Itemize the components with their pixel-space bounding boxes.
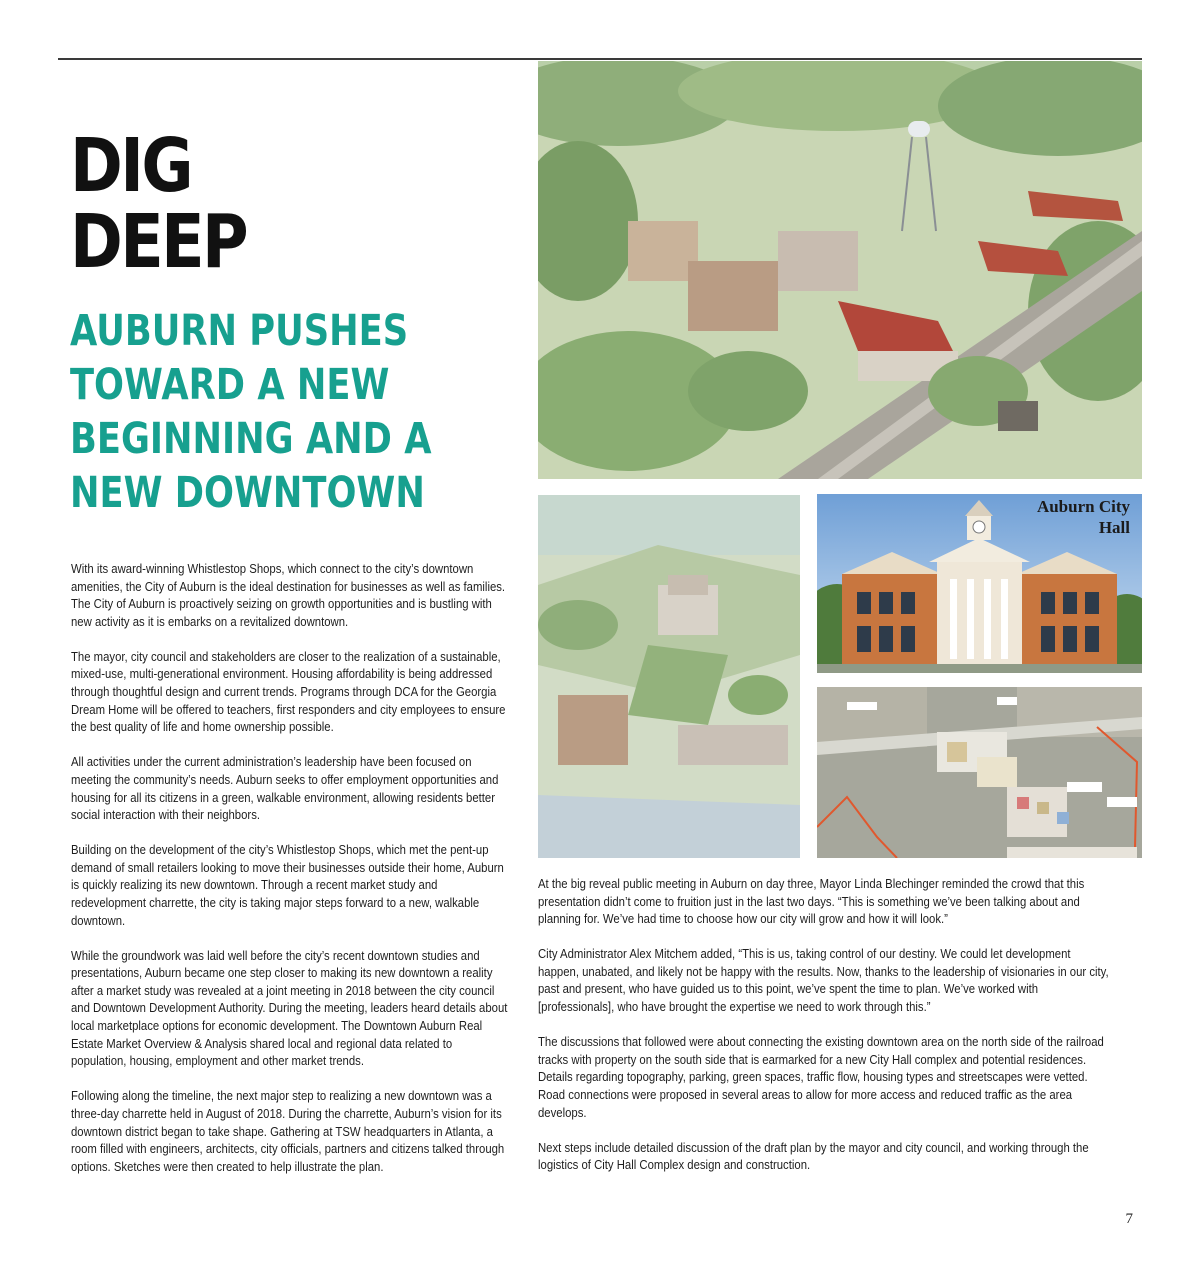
paragraph: All activities under the current administration’s leadership have been focused on meeting the community’s needs. Auburn seeks to offer employment opportunities and housing for all its citizens in a green, walkable environment, allowing residents better social interaction with their neighbors.: [71, 755, 499, 823]
headline-line-1: DIG: [70, 123, 192, 209]
paragraph: While the groundwork was laid well before the city’s recent downtown studies and presentations, Auburn became one step closer to making its new downtown a reality after a market study was revealed at a joint meeting in 2018 between the city council and Downtown Development Authority. During the meeting, leaders heard details about local marketplace options for economic development. The Downtown Auburn Real Estate Market Overview & Analysis shared local and regional data related to population, housing, employment and other market trends.: [71, 948, 508, 1069]
caption-line: Hall: [1098, 518, 1130, 537]
subheadline-line: AUBURN PUSHES: [70, 306, 409, 356]
paragraph: At the big reveal public meeting in Auburn on day three, Mayor Linda Blechinger reminded the crowd that this presentation didn’t come to fruition just in the last two days. “This is something we’ve been talking about and planning for. We’ve had time to choose how our city will grow and how it will look.”: [538, 877, 1085, 927]
aerial-downtown-rendering: [538, 61, 1142, 479]
caption-line: Auburn City: [1036, 497, 1130, 516]
top-rule: [58, 58, 1142, 60]
paragraph: The mayor, city council and stakeholders are closer to the realization of a sustainable, mixed-use, multi-generational environment. Housing affordability is being addressed through thoughtful design and current trends. Programs through DCA for the Georgia Dream Home will be offered to teachers, first responders and city employees to ensure the best quality of life and home ownership possible.: [71, 649, 506, 735]
headline: [70, 123, 247, 285]
right-text-column: [538, 876, 1113, 1192]
city-hall-rendering: [817, 494, 1142, 673]
birdseye-plan-sketch: [538, 495, 800, 858]
paragraph: Next steps include detailed discussion of the draft plan by the mayor and city council, and working through the logistics of City Hall Complex design and construction.: [538, 1140, 1089, 1173]
subheadline-line: NEW DOWNTOWN: [70, 468, 425, 518]
subheadline: [70, 304, 432, 520]
page-number: 7: [1125, 1211, 1133, 1227]
left-text-column: [71, 561, 511, 1194]
subheadline-line: BEGINNING AND A: [70, 414, 432, 464]
city-hall-caption: [1037, 496, 1130, 538]
paragraph: Building on the development of the city’s Whistlestop Shops, which met the pent-up demand of small retailers looking to move their businesses outside their home, Auburn is quickly realizing its new downtown. Through a recent market study and redevelopment charrette, the city is taking major steps forward to a new, walkable downtown.: [71, 843, 504, 928]
paragraph: City Administrator Alex Mitchem added, “This is us, taking control of our destiny. We could let development happen, unabated, and likely not be happy with the results. Now, thanks to the leadership of visionaries in our city, past and present, who have guided us to this point, we’ve spent the time to plan. We’ve worked with [professionals], who have brought the expertise we need to work through this.”: [538, 947, 1109, 1015]
paragraph: Following along the timeline, the next major step to realizing a new downtown was a three-day charrette held in August of 2018. During the charrette, Auburn’s vision for its downtown district began to take shape. Gathering at TSW headquarters in Atlanta, a room filled with engineers, architects, city officials, partners and citizens talked through options. Sketches were then created to help illustrate the plan.: [71, 1089, 505, 1174]
paragraph: With its award-winning Whistlestop Shops, which connect to the city’s downtown amenities, the City of Auburn is the ideal destination for businesses as well as families. The City of Auburn is proactively seizing on growth opportunities and is bustling with new activity as it is embarks on a revitalized downtown.: [71, 562, 506, 629]
subheadline-line: TOWARD A NEW: [70, 360, 390, 410]
site-plan-map: [817, 687, 1142, 858]
headline-line-2: DEEP: [70, 199, 247, 285]
paragraph: The discussions that followed were about connecting the existing downtown area on the north side of the railroad tracks with property on the south side that is earmarked for a new City Hall complex and potential residences. Details regarding topography, parking, green spaces, traffic flow, housing types and streetscapes were vetted. Road connections were proposed in several areas to allow for more access and reduced traffic as the area develops.: [538, 1035, 1104, 1120]
